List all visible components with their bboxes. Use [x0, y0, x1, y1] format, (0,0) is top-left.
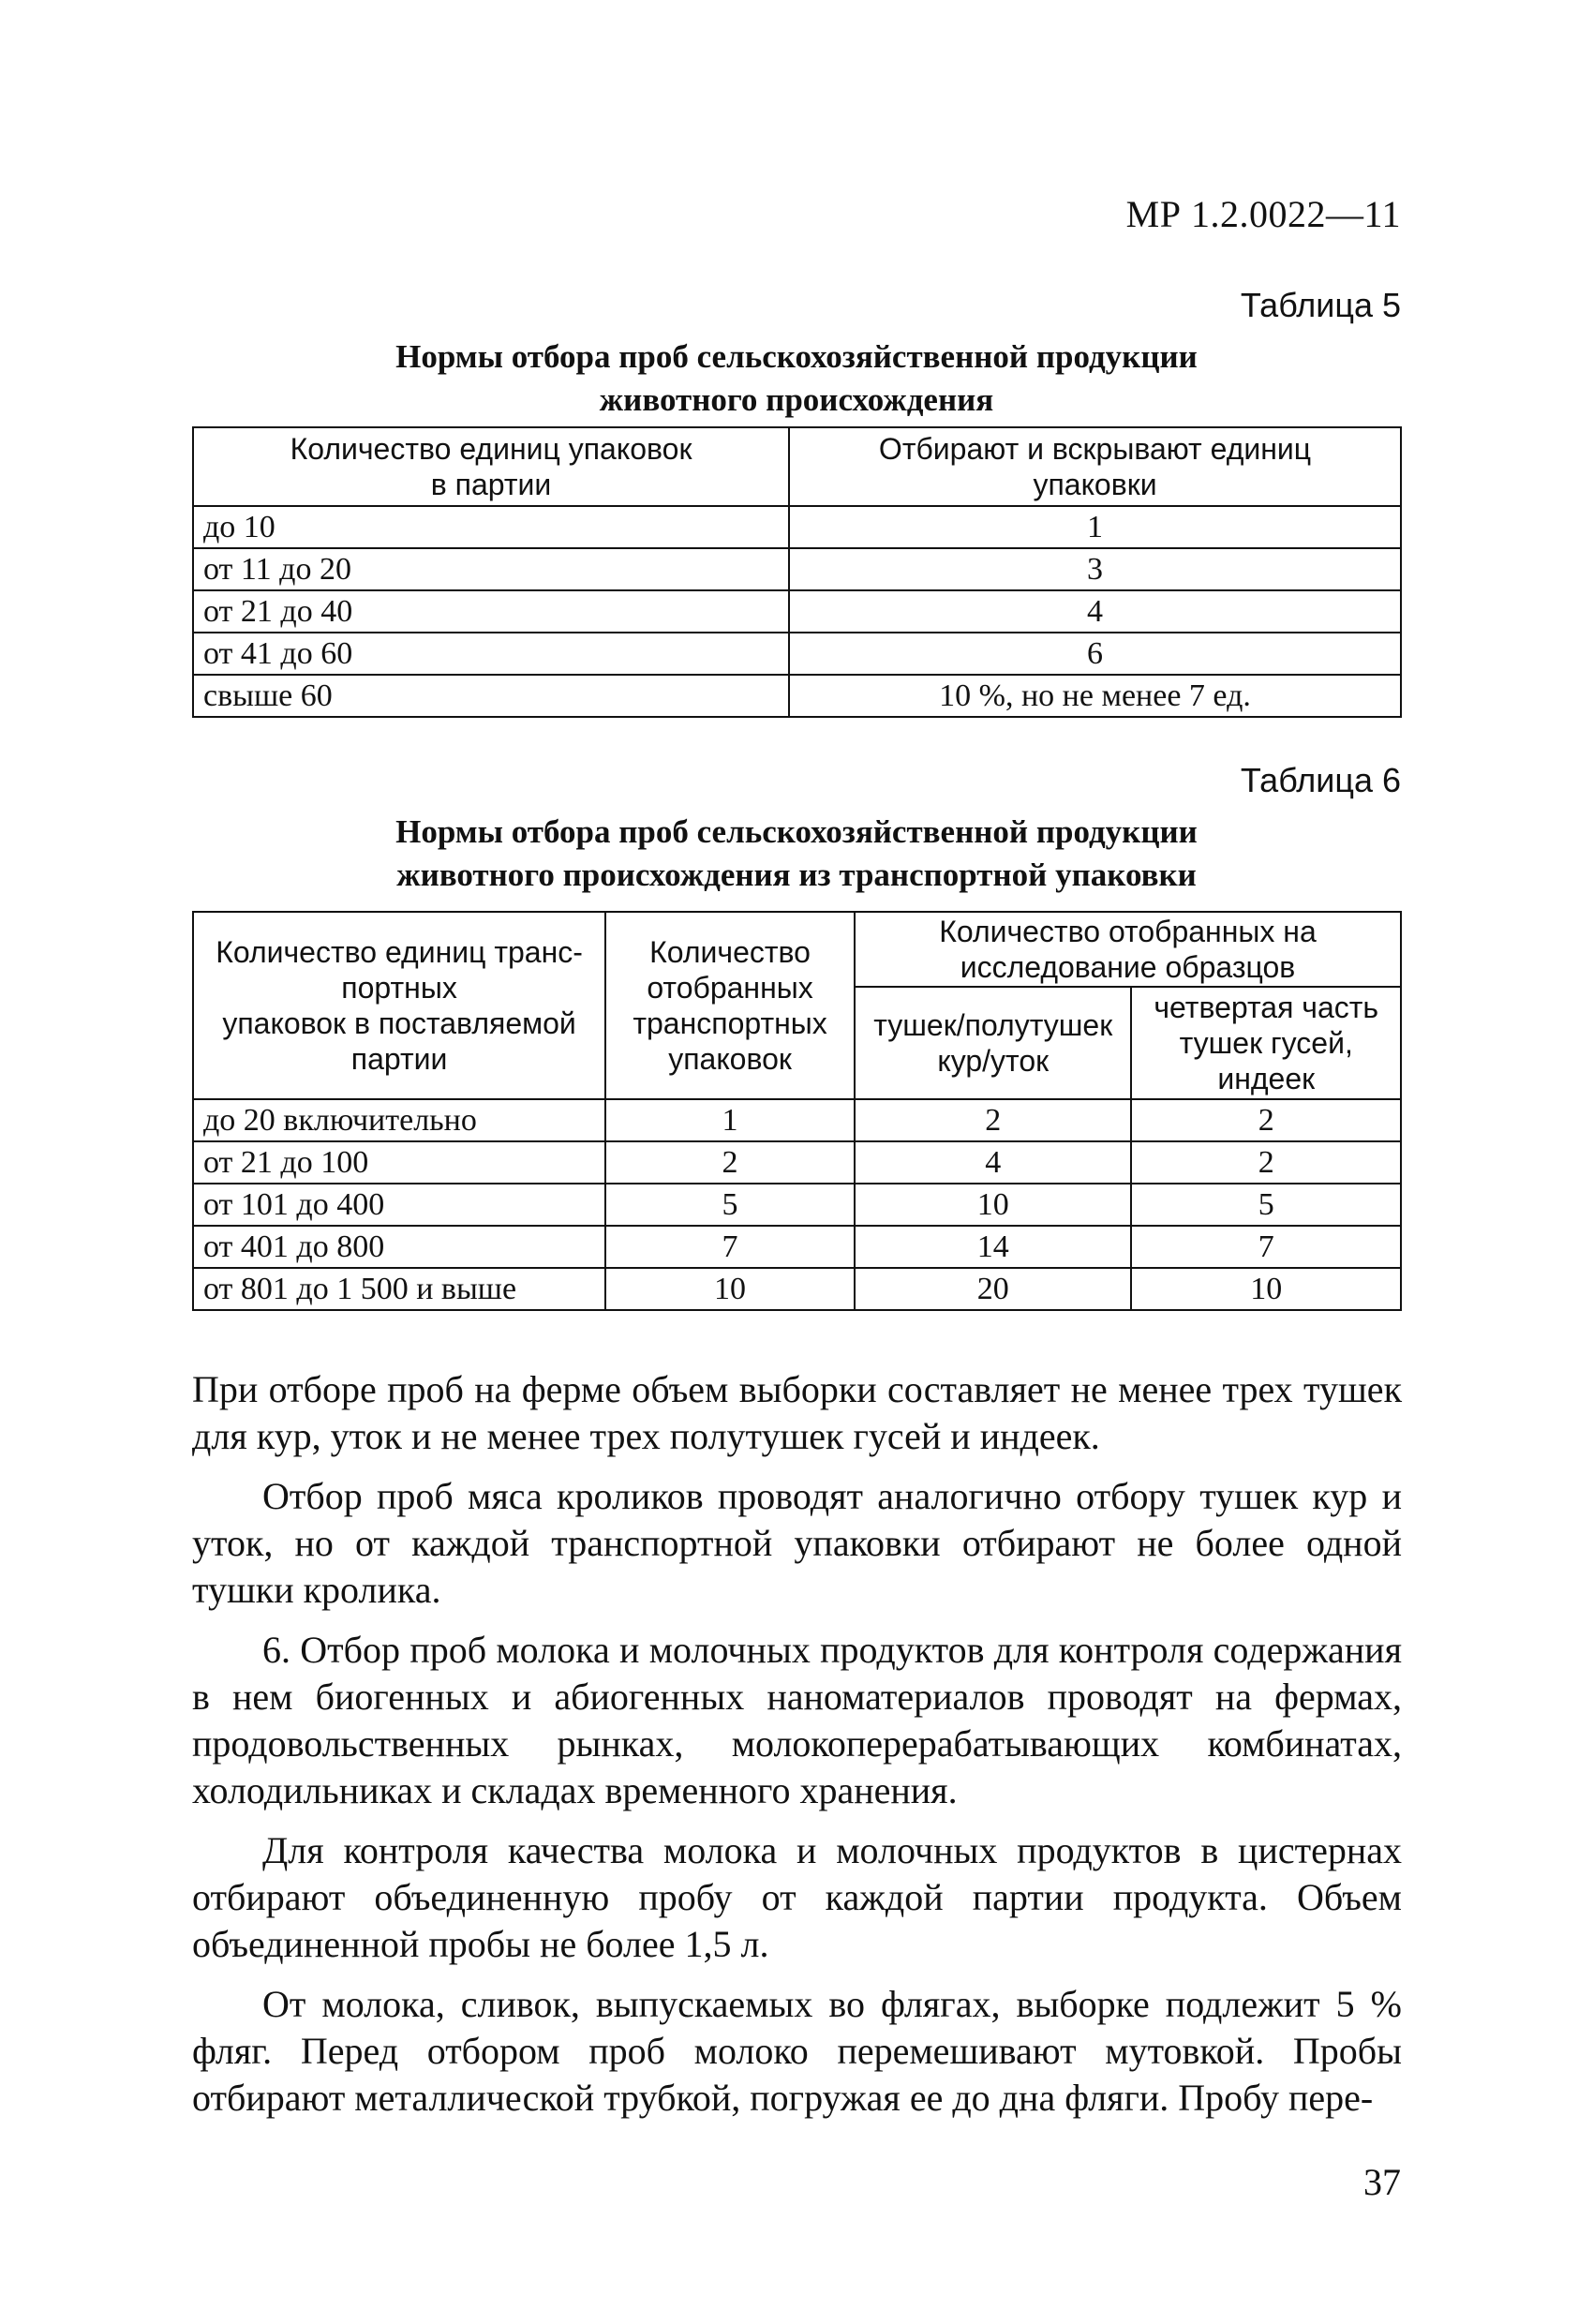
table6-caption: Таблица 6 — [1240, 761, 1401, 799]
table6 — [192, 911, 1402, 1311]
table5-cell-range: от 11 до 20 — [193, 548, 789, 590]
table6-header-chickens-line2: кур/уток — [937, 1044, 1050, 1078]
table5-title-line2: животного происхождения — [599, 381, 994, 418]
document-code: МР 1.2.0022—11 — [1125, 193, 1401, 235]
paragraph-rabbit-sampling: Отбор проб мяса кроликов проводят аналогично отбору тушек кур и уток, но от каждой транспортной упаковки отбирают не более одной тушки кролика. — [192, 1475, 1402, 1611]
table6-header-samples-line2: исследование образцов — [960, 950, 1296, 984]
table6-cell-packages: 1 — [605, 1099, 855, 1141]
table5-header-packages — [193, 427, 789, 506]
table6-cell-packages: 2 — [605, 1141, 855, 1184]
table-row — [193, 548, 1401, 590]
table5-header-packages-line2: в партии — [430, 468, 552, 501]
table-row — [193, 675, 1401, 717]
table5-cell-count: 10 %, но не менее 7 ед. — [789, 675, 1401, 717]
table5-title-line1: Нормы отбора проб сельскохозяйственной продукции — [395, 338, 1198, 375]
table6-header-selected-line2: отобранных — [647, 971, 813, 1005]
table-row — [193, 633, 1401, 675]
table-row — [193, 1226, 1401, 1268]
table-row — [193, 506, 1401, 548]
body-text — [192, 1366, 1402, 2135]
table-row — [193, 1099, 1401, 1141]
table6-header-packages-line4: партии — [350, 1042, 448, 1076]
table6-cell-chickens: 2 — [855, 1099, 1132, 1141]
table-row — [193, 1268, 1401, 1310]
table5-cell-range: свыше 60 — [193, 675, 789, 717]
table5 — [192, 426, 1402, 718]
table5-cell-count: 4 — [789, 590, 1401, 633]
table6-header-samples-group — [855, 912, 1401, 987]
table6-header-packages-line3: упаковок в поставляемой — [222, 1006, 576, 1040]
paragraph-milk-flasks: От молока, сливок, выпускаемых во флягах, выборке подлежит 5 % фляг. Перед отбором проб молоко перемешивают мутовкой. Пробы отбирают металлической трубкой, погружая ее до дна фляги. Пробу пере- — [192, 1983, 1402, 2119]
table5-caption: Таблица 5 — [1240, 286, 1401, 324]
table6-header-geese-line1: четвертая часть — [1154, 991, 1379, 1024]
paragraph-milk-sampling: 6. Отбор проб молока и молочных продуктов для контроля содержания в нем биогенных и абиогенных наноматериалов проводят на фермах, продовольственных рынках, молокоперерабатывающих комбинатах, холодильниках и складах временного хранения. — [192, 1629, 1402, 1811]
table6-header-geese-turkeys — [1131, 987, 1401, 1099]
table-row — [193, 1184, 1401, 1226]
table6-header-selected-line1: Количество — [649, 935, 811, 969]
paragraph-farm-sampling: При отборе проб на ферме объем выборки составляет не менее трех тушек для кур, уток и не менее трех полутушек гусей и индеек. — [192, 1368, 1402, 1457]
table-row — [193, 1141, 1401, 1184]
table6-header-selected — [605, 912, 855, 1099]
table6-header-packages-line2: портных — [341, 971, 457, 1005]
table5-header-packages-line1: Количество единиц упаковок — [290, 432, 692, 466]
table6-cell-range: от 101 до 400 — [193, 1184, 605, 1226]
table6-header-geese-line2: тушек гусей, — [1179, 1026, 1353, 1060]
table6-cell-chickens: 4 — [855, 1141, 1132, 1184]
table6-title-line1: Нормы отбора проб сельскохозяйственной продукции — [395, 813, 1198, 850]
paragraph-milk-tanks: Для контроля качества молока и молочных продуктов в цистернах отбирают объединенную пробу от каждой партии продукта. Объем объединенной пробы не более 1,5 л. — [192, 1829, 1402, 1965]
table5-title — [192, 335, 1401, 422]
table6-cell-range: до 20 включительно — [193, 1099, 605, 1141]
table6-cell-geese: 7 — [1131, 1226, 1401, 1268]
table6-cell-range: от 21 до 100 — [193, 1141, 605, 1184]
table6-cell-packages: 10 — [605, 1268, 855, 1310]
table5-cell-range: от 21 до 40 — [193, 590, 789, 633]
table6-cell-geese: 5 — [1131, 1184, 1401, 1226]
table6-cell-geese: 2 — [1131, 1141, 1401, 1184]
table6-cell-range: от 401 до 800 — [193, 1226, 605, 1268]
table6-title — [192, 811, 1401, 897]
table6-cell-packages: 5 — [605, 1184, 855, 1226]
table5-cell-range: до 10 — [193, 506, 789, 548]
table6-cell-chickens: 20 — [855, 1268, 1132, 1310]
table5-header-opened-line1: Отбирают и вскрывают единиц — [878, 432, 1312, 466]
table6-cell-packages: 7 — [605, 1226, 855, 1268]
table6-cell-range: от 801 до 1 500 и выше — [193, 1268, 605, 1310]
table5-cell-count: 3 — [789, 548, 1401, 590]
table6-header-selected-line4: упаковок — [668, 1042, 792, 1076]
table5-cell-count: 6 — [789, 633, 1401, 675]
table6-header-samples-line1: Количество отобранных на — [939, 915, 1317, 948]
table6-header-geese-line3: индеек — [1217, 1062, 1316, 1095]
table6-header-packages-line1: Количество единиц транс- — [216, 935, 583, 969]
table-row — [193, 590, 1401, 633]
table6-cell-chickens: 10 — [855, 1184, 1132, 1226]
table6-cell-chickens: 14 — [855, 1226, 1132, 1268]
table6-cell-geese: 2 — [1131, 1099, 1401, 1141]
table6-cell-geese: 10 — [1131, 1268, 1401, 1310]
table5-cell-count: 1 — [789, 506, 1401, 548]
table6-title-line2: животного происхождения из транспортной упаковки — [396, 857, 1197, 893]
page-number: 37 — [1363, 2161, 1401, 2203]
table5-cell-range: от 41 до 60 — [193, 633, 789, 675]
table6-header-packages — [193, 912, 605, 1099]
table5-header-opened — [789, 427, 1401, 506]
table6-header-chickens-ducks — [855, 987, 1132, 1099]
table6-header-chickens-line1: тушек/полутушек — [873, 1008, 1113, 1042]
table5-header-opened-line2: упаковки — [1033, 468, 1157, 501]
table6-header-selected-line3: транспортных — [633, 1006, 827, 1040]
